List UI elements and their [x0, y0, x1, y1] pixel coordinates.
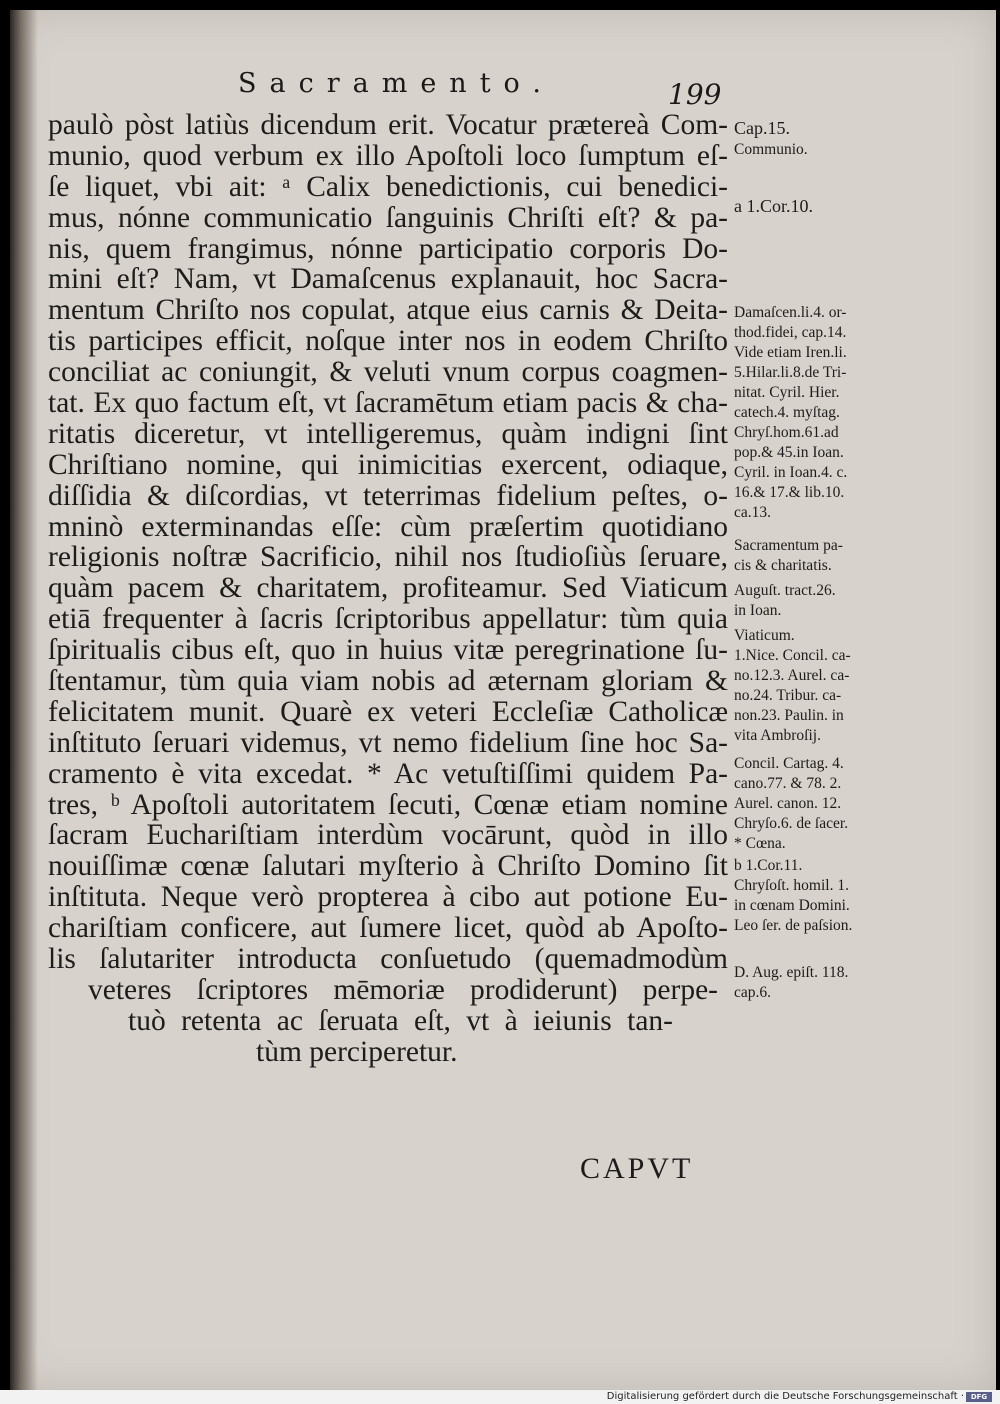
running-head: Sacramento.	[238, 68, 554, 99]
body-line: inſtituto ſeruari videmus, vt nemo fidelium ſine hoc Sa-	[48, 726, 728, 759]
body-line: quàm pacem & charitatem, profiteamur. Sed Viaticum	[48, 572, 728, 605]
body-line: mus, nónne communicatio ſanguinis Chriſti eſt? & pa-	[48, 201, 728, 234]
margin-note: in Ioan.	[734, 602, 782, 619]
body-line: tùm perciperetur.	[256, 1035, 458, 1068]
body-line: tuò retenta ac ſeruata eſt, vt à ieiunis tan-	[128, 1004, 673, 1037]
body-line: conciliat ac coniungit, & veluti vnum corpus coagmen-	[48, 356, 728, 389]
body-line: ſacram Euchariſtiam interdùm vocārunt, quòd in illo	[48, 819, 728, 852]
margin-note: cis & charitatis.	[734, 557, 832, 574]
margin-note: cano.77. & 78. 2.	[734, 775, 842, 792]
catchword: CAPVT	[580, 1152, 694, 1185]
margin-note: in cœnam Domini.	[734, 897, 850, 914]
body-line: felicitatem munit. Quarè ex veteri Eccleſiæ Catholicæ	[48, 695, 728, 728]
body-line: nouiſſimæ cœnæ ſalutari myſterio à Chriſto Domino ſit	[48, 850, 728, 883]
margin-note: Concil. Cartag. 4.	[734, 755, 844, 772]
margin-note: Communio.	[734, 141, 808, 158]
body-line: mini eſt? Nam, vt Damaſcenus explanauit, hoc Sacra-	[48, 263, 728, 296]
margin-note: Auguſt. tract.26.	[734, 582, 836, 599]
margin-note: Chryſ.hom.61.ad	[734, 424, 839, 441]
body-line: mninò exterminandas eſſe: cùm præſertim quotidiano	[48, 510, 728, 543]
body-line: tis participes efficit, noſque inter nos in eodem Chriſto	[48, 325, 728, 358]
body-line: ritatis diceretur, vt intelligeremus, quàm indigni ſint	[48, 417, 728, 450]
body-line: mentum Chriſto nos copulat, atque eius carnis & Deita-	[48, 294, 728, 327]
body-line: diſſidia & diſcordias, vt teterrimas fidelium peſtes, o-	[48, 479, 728, 512]
margin-note: Chryſo.6. de ſacer.	[734, 815, 849, 832]
margin-note: * Cœna.	[734, 835, 786, 852]
body-line: religionis noſtræ Sacrificio, nihil nos ſtudioſiùs ſeruare,	[48, 541, 728, 574]
body-line: munio, quod verbum ex illo Apoſtoli loco ſumptum eſ-	[48, 139, 728, 172]
margin-note: 5.Hilar.li.8.de Tri-	[734, 364, 847, 381]
body-line: chariſtiam conficere, aut ſumere licet, quòd ab Apoſto-	[48, 912, 728, 945]
body-line: lis ſalutariter introducta conſuetudo (quemadmodùm	[48, 943, 728, 976]
body-line: ſpiritualis cibus eſt, quo in huius vitæ peregrinatione ſu-	[48, 634, 728, 667]
page-number: 199	[668, 78, 722, 111]
body-line: tres, ᵇ Apoſtoli autoritatem ſecuti, Cœnæ etiam nomine	[48, 788, 728, 821]
body-line: Chriſtiano nomine, qui inimicitias exercent, odiaque,	[48, 448, 728, 481]
margin-note: Viaticum.	[734, 627, 795, 644]
footer-credit: Digitalisierung gefördert durch die Deutsche Forschungsgemeinschaft ·	[606, 1391, 964, 1402]
body-line: etiā frequenter à ſacris ſcriptoribus appellatur: tùm quia	[48, 603, 728, 636]
margin-note: no.24. Tribur. ca-	[734, 687, 842, 704]
body-line: veteres ſcriptores mēmoriæ prodiderunt) perpe-	[88, 973, 718, 1006]
dfg-logo: DFG	[966, 1392, 992, 1402]
margin-note: D. Aug. epiſt. 118.	[734, 964, 849, 981]
margin-note: Sacramentum pa-	[734, 537, 843, 554]
margin-note: vita Ambroſij.	[734, 727, 821, 744]
margin-note: non.23. Paulin. in	[734, 707, 844, 724]
margin-note: Leo ſer. de paſsion.	[734, 917, 853, 934]
body-line: tat. Ex quo factum eſt, vt ſacramētum etiam pacis & cha-	[48, 387, 728, 420]
margin-note: Cap.15.	[734, 118, 790, 138]
margin-note: thod.fidei, cap.14.	[734, 324, 847, 341]
margin-note: 1.Nice. Concil. ca-	[734, 647, 851, 664]
margin-note: Aurel. canon. 12.	[734, 795, 842, 812]
spine-shadow	[10, 10, 38, 1390]
body-text	[48, 110, 728, 1068]
margin-note: no.12.3. Aurel. ca-	[734, 667, 850, 684]
margin-note: cap.6.	[734, 984, 772, 1001]
body-line: cramento è vita excedat. * Ac vetuſtiſſimi quidem Pa-	[48, 757, 728, 790]
margin-note: Cyril. in Ioan.4. c.	[734, 464, 848, 481]
margin-note: Vide etiam Iren.li.	[734, 344, 847, 361]
margin-note: 16.& 17.& lib.10.	[734, 484, 845, 501]
margin-note: b 1.Cor.11.	[734, 857, 803, 874]
body-line: ſe liquet, vbi ait: ᵃ Calix benedictionis, cui benedici-	[48, 170, 728, 203]
margin-note: a 1.Cor.10.	[734, 196, 813, 216]
margin-note: Damaſcen.li.4. or-	[734, 304, 847, 321]
margin-note: pop.& 45.in Ioan.	[734, 444, 844, 461]
body-line: inſtituta. Neque verò propterea à cibo aut potione Eu-	[48, 881, 728, 914]
margin-note: catech.4. myſtag.	[734, 404, 840, 421]
margin-note: ca.13.	[734, 504, 772, 521]
margin-note: nitat. Cyril. Hier.	[734, 384, 840, 401]
body-line: ſtentamur, tùm quia viam nobis ad æternam gloriam &	[48, 665, 728, 698]
margin-note: Chryſoſt. homil. 1.	[734, 877, 849, 894]
body-line: nis, quem frangimus, nónne participatio corporis Do-	[48, 232, 728, 265]
body-line: paulò pòst latiùs dicendum erit. Vocatur prætereà Com-	[48, 109, 728, 141]
